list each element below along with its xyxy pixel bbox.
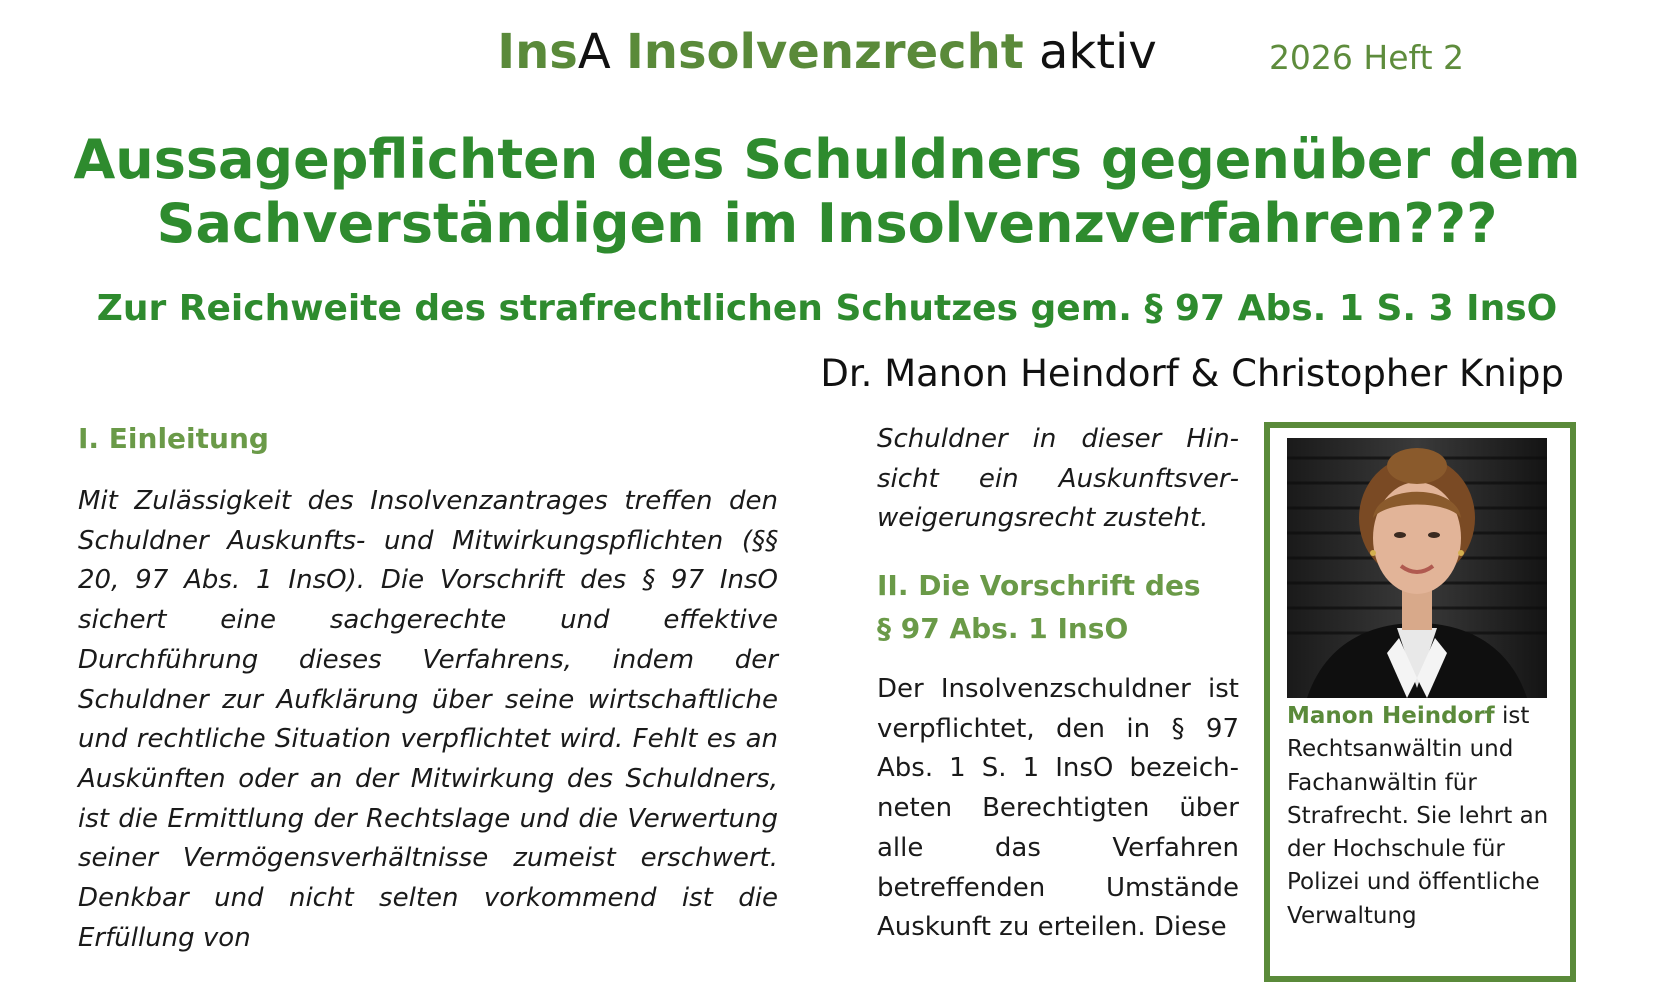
article-authors: Dr. Manon Heindorf & Christopher Knipp: [820, 352, 1564, 395]
article-title-line-2: Sachverständigen im Insolvenzverfahren???: [156, 192, 1498, 255]
journal-title-a: A: [577, 24, 611, 80]
journal-title-insolvenzrecht: Insolvenzrecht: [625, 24, 1024, 80]
column2-continuation-text: Schuldner in dieser Hinsicht ein Auskunftsverweigerungsrecht zusteht.: [877, 424, 1239, 534]
journal-title-ins: Ins: [497, 24, 578, 80]
journal-title-aktiv: aktiv: [1038, 24, 1157, 80]
section-heading-vorschrift: [877, 564, 1239, 650]
author-portrait-image: [1287, 438, 1547, 698]
author-bio-text: ist Rechtsanwältin und Fachanwältin für Strafrecht. Sie lehrt an der Hochschule für Polizei und öffentliche Verwaltung: [1287, 703, 1549, 929]
article-subtitle: Zur Reichweite des strafrechtlichen Schutzes gem. § 97 Abs. 1 S. 3 InsO: [96, 288, 1558, 329]
author-bio: [1287, 700, 1563, 933]
author-portrait: [1287, 438, 1547, 698]
article-title: [40, 128, 1614, 256]
section-heading-introduction: I. Einleitung: [78, 422, 269, 455]
article-title-line-1: Aussagepflichten des Schuldners gegenüber dem: [73, 128, 1581, 191]
author-bio-name: Manon Heindorf: [1287, 703, 1495, 729]
section-heading-vorschrift-line-1: II. Die Vorschrift des: [877, 569, 1201, 602]
section-heading-vorschrift-line-2: § 97 Abs. 1 InsO: [877, 612, 1129, 645]
vorschrift-text: Der Insolvenzschuldner ist verpflichtet, den in § 97 Abs. 1 S. 1 InsO bezeichneten Berechtigten über alle das Verfahren betreffenden Umstände Auskunft zu erteilen. Diese: [877, 674, 1239, 943]
introduction-text: Mit Zulässigkeit des Insolvenzantrages treffen den Schuldner Auskunfts- und Mitwirkungspflichten (§§ 20, 97 Abs. 1 InsO). Die Vorschrift des § 97 InsO sichert eine sachgerechte und effektive Durchführung dieses Verfahrens, indem der Schuldner zur Aufklärung über seine wirtschaftliche und rechtliche Situation verpflichtet wird. Fehlt es an Auskünften oder an der Mitwirkung des Schuldners, ist die Ermittlung der Rechtslage und die Verwertung seiner Vermögensverhältnisse zumeist erschwert. Denkbar und nicht selten vorkommend ist die Erfüllung von: [78, 486, 778, 953]
issue-number: 2026 Heft 2: [1268, 38, 1464, 77]
